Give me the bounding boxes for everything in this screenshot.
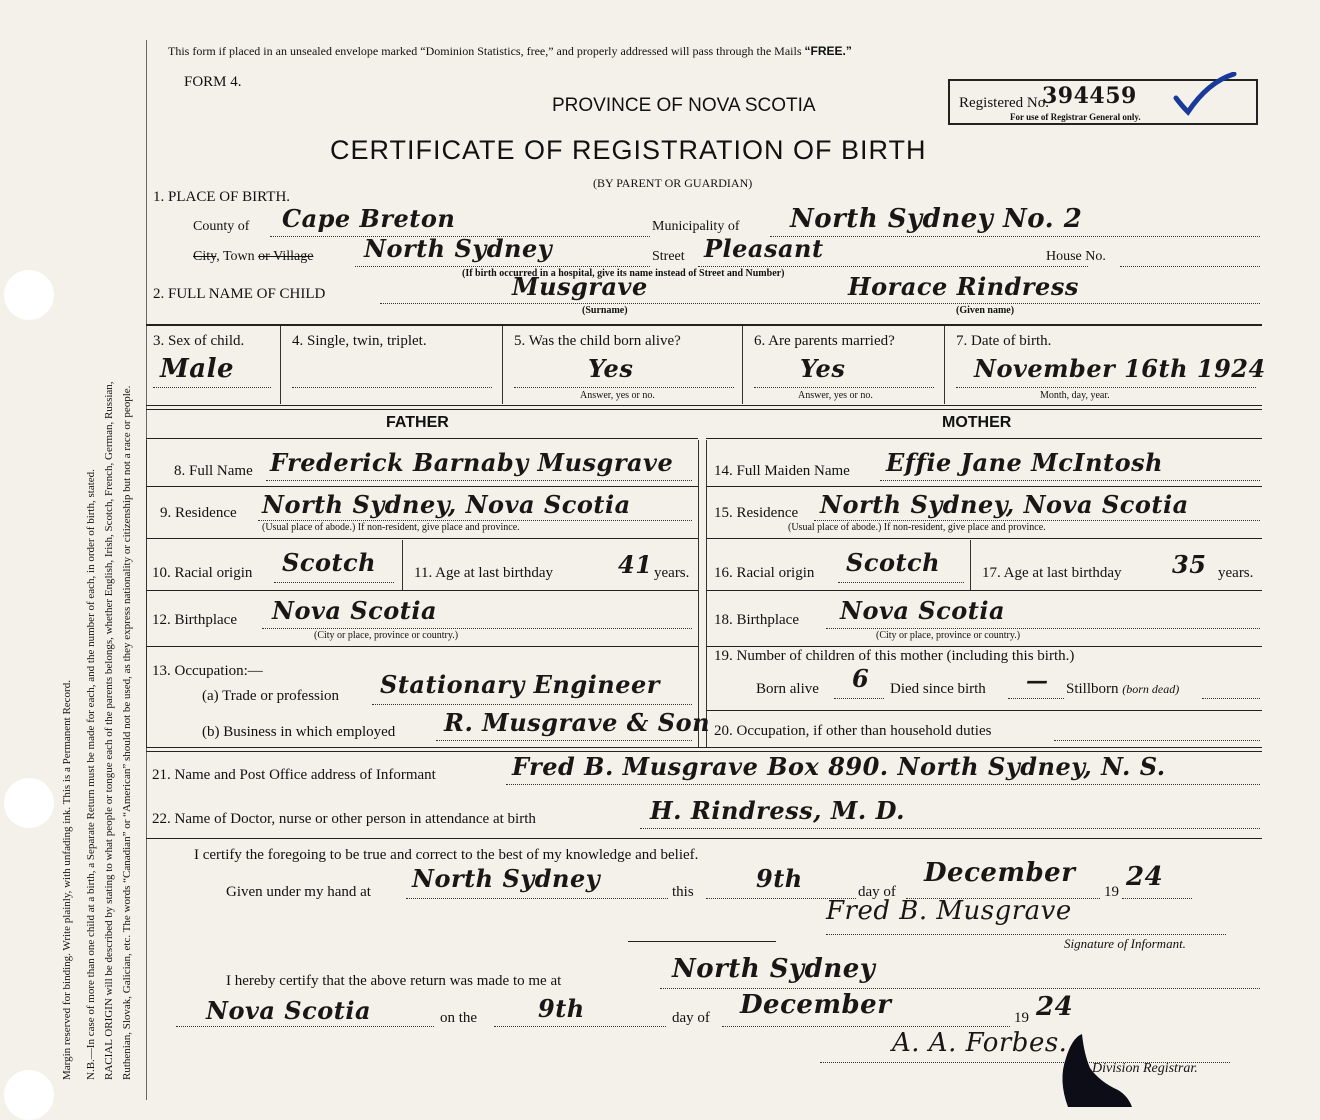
mother-heading: MOTHER <box>942 414 1012 431</box>
h-m-2 <box>706 538 1262 539</box>
child-given-name: Horace Rindress <box>848 272 1079 301</box>
street-value: Pleasant <box>704 234 824 263</box>
married-question: 6. Are parents married? <box>754 333 895 349</box>
street-line <box>698 266 1088 267</box>
informant-line <box>506 784 1260 785</box>
father-birthplace-caption: (City or place, province or country.) <box>314 630 459 641</box>
given-year-prefix: 19 <box>1104 884 1119 900</box>
certificate-title: CERTIFICATE OF REGISTRATION OF BIRTH <box>330 135 927 165</box>
place-of-birth-heading: 1. PLACE OF BIRTH. <box>153 189 291 205</box>
father-occupation-label: 13. Occupation:— <box>152 663 263 679</box>
ink-blot <box>1028 1030 1138 1107</box>
mother-age-label: 17. Age at last birthday <box>982 565 1122 581</box>
v-5-6 <box>742 326 743 404</box>
town-label: , Town <box>216 249 255 264</box>
h-m-5 <box>706 710 1262 711</box>
informant-signature: Fred B. Musgrave <box>826 896 1072 926</box>
married-caption: Answer, yes or no. <box>798 390 873 401</box>
punch-hole-middle <box>4 778 54 828</box>
mother-race: Scotch <box>846 548 941 577</box>
punch-hole-bottom <box>4 1070 54 1120</box>
registrar-caption: Division Registrar. <box>1092 1061 1198 1076</box>
married-line <box>754 387 934 388</box>
father-trade-label: (a) Trade or profession <box>202 688 340 704</box>
died-line <box>1008 698 1064 699</box>
father-race: Scotch <box>282 548 377 577</box>
mother-name-line <box>880 480 1260 481</box>
h-m-1 <box>706 486 1262 487</box>
mother-residence-label: 15. Residence <box>714 505 799 521</box>
mother-years: years. <box>1218 565 1254 581</box>
county-value: Cape Breton <box>282 204 456 233</box>
born-alive-count: 6 <box>852 664 870 693</box>
registrar-signature: A. A. Forbes. <box>892 1028 1068 1058</box>
father-residence-caption: (Usual place of abode.) If non-resident, give place and province. <box>262 522 520 533</box>
mother-race-label: 16. Racial origin <box>714 565 815 581</box>
h-f-2 <box>146 538 698 539</box>
margin-instruction-1: Margin reserved for binding. Write plainly, with unfading ink. This is a Permanent Record. <box>61 680 73 1080</box>
registrar-text: I hereby certify that the above return was made to me at <box>226 973 562 989</box>
father-residence: North Sydney, Nova Scotia <box>262 490 631 519</box>
died-count: — <box>1026 668 1049 694</box>
h-f-3 <box>146 590 698 591</box>
mother-birthplace-label: 18. Birthplace <box>714 612 799 628</box>
municipality-line <box>770 236 1260 237</box>
given-year: 24 <box>1126 862 1164 892</box>
died-label: Died since birth <box>890 681 986 697</box>
child-name-line <box>380 303 1260 304</box>
mother-children-label: 19. Number of children of this mother (including this birth.) <box>714 648 1075 664</box>
alive-caption: Answer, yes or no. <box>580 390 655 401</box>
registrar-on-the: on the <box>440 1010 478 1026</box>
city-town-label <box>193 249 313 265</box>
mail-notice <box>168 44 852 59</box>
mother-residence-line <box>814 520 1260 521</box>
h-m-3 <box>706 590 1262 591</box>
mother-birthplace-line <box>826 628 1260 629</box>
mother-residence: North Sydney, Nova Scotia <box>820 490 1189 519</box>
sex-value: Male <box>160 354 235 384</box>
registrar-place-2: Nova Scotia <box>206 996 372 1025</box>
doctor-label: 22. Name of Doctor, nurse or other person in attendance at birth <box>152 811 536 827</box>
certificate-subtitle: (BY PARENT OR GUARDIAN) <box>593 176 753 190</box>
mother-occupation-line <box>1054 740 1260 741</box>
given-place: North Sydney <box>412 864 601 893</box>
registrar-place-2-line <box>176 1026 434 1027</box>
mother-occupation-label: 20. Occupation, if other than household duties <box>714 723 992 739</box>
registered-number: 394459 <box>1042 83 1137 109</box>
registrar-place-1-line <box>660 988 1260 989</box>
municipality-label: Municipality of <box>652 219 740 234</box>
h-m-4 <box>706 646 1262 647</box>
father-years: years. <box>654 565 690 581</box>
checkmark-icon <box>1170 72 1240 122</box>
given-under-label: Given under my hand at <box>226 884 371 900</box>
born-alive-answer: Yes <box>588 354 634 383</box>
town-value: North Sydney <box>364 234 553 263</box>
father-birthplace-label: 12. Birthplace <box>152 612 237 628</box>
divider-certify <box>146 838 1262 839</box>
father-age-label: 11. Age at last birthday <box>414 565 553 581</box>
stillborn-line <box>1202 698 1260 699</box>
given-name-caption: (Given name) <box>956 305 1015 316</box>
house-no-label: House No. <box>1046 249 1106 264</box>
registrar-month: December <box>740 990 892 1020</box>
informant-signature-line <box>826 934 1226 935</box>
registrar-note: For use of Registrar General only. <box>1010 112 1141 122</box>
registrar-place-1: North Sydney <box>672 954 876 984</box>
mother-residence-caption: (Usual place of abode.) If non-resident, give place and province. <box>788 522 1046 533</box>
registrar-day-line <box>494 1026 666 1027</box>
registered-label: Registered No. <box>959 95 1049 111</box>
surname-caption: (Surname) <box>582 305 628 316</box>
v-m-race <box>970 540 971 590</box>
father-residence-label: 9. Residence <box>160 505 237 521</box>
municipality-value: North Sydney No. 2 <box>790 204 1083 234</box>
father-business-label: (b) Business in which employed <box>202 724 396 740</box>
village-label: or Village <box>258 249 314 264</box>
father-name-line <box>266 480 692 481</box>
born-alive-label: Born alive <box>756 681 819 697</box>
father-birthplace: Nova Scotia <box>272 596 438 625</box>
mail-notice-free: “FREE.” <box>804 44 852 58</box>
father-race-line <box>274 582 394 583</box>
divider-row3-top <box>146 324 1262 326</box>
stillborn-text: Stillborn <box>1066 681 1119 697</box>
sex-label: 3. Sex of child. <box>153 333 245 349</box>
given-day-of: day of <box>858 884 896 900</box>
county-label: County of <box>193 219 250 234</box>
h-f-4 <box>146 646 698 647</box>
multiple-birth-label: 4. Single, twin, triplet. <box>292 333 427 349</box>
dob-label: 7. Date of birth. <box>956 333 1052 349</box>
h-parents-head-left <box>146 438 698 439</box>
father-name: Frederick Barnaby Musgrave <box>270 448 674 477</box>
doctor-line <box>640 828 1260 829</box>
v-4-5 <box>502 326 503 404</box>
given-month: December <box>924 858 1076 888</box>
certify-text: I certify the foregoing to be true and correct to the best of my knowledge and belief. <box>194 847 699 863</box>
father-race-label: 10. Racial origin <box>152 565 253 581</box>
house-no-line <box>1120 266 1260 267</box>
given-place-line <box>406 898 668 899</box>
child-surname: Musgrave <box>512 272 648 301</box>
father-age: 41 <box>618 550 653 579</box>
dob-value: November 16th 1924 <box>974 354 1266 383</box>
given-day: 9th <box>756 864 803 893</box>
born-alive-line <box>834 698 884 699</box>
street-label: Street <box>652 249 685 264</box>
margin-instruction-3: RACIAL ORIGIN will be described by stating to what people or tongue each of the parents belongs, whether English, Irish, Scotch, French, German, Russian, <box>103 381 115 1080</box>
informant-value: Fred B. Musgrave Box 890. North Sydney, N. S. <box>512 752 1166 781</box>
registrar-year-prefix: 19 <box>1014 1010 1029 1026</box>
mother-birthplace-caption: (City or place, province or country.) <box>876 630 1021 641</box>
v-6-7 <box>944 326 945 404</box>
v-f-race <box>402 540 403 590</box>
registrar-year: 24 <box>1036 992 1074 1022</box>
form-number: FORM 4. <box>184 74 242 90</box>
mother-race-line <box>838 582 964 583</box>
sex-line <box>153 387 271 388</box>
v-3-4 <box>280 326 281 404</box>
father-residence-line <box>258 520 692 521</box>
father-trade: Stationary Engineer <box>380 670 660 699</box>
h-f-1 <box>146 486 698 487</box>
married-answer: Yes <box>800 354 846 383</box>
doctor-value: H. Rindress, M. D. <box>650 796 905 825</box>
father-heading: FATHER <box>386 414 449 431</box>
mother-name-label: 14. Full Maiden Name <box>714 463 850 479</box>
given-year-line <box>1122 898 1192 899</box>
father-birthplace-line <box>262 628 692 629</box>
dob-caption: Month, day, year. <box>1040 390 1110 401</box>
registrar-day: 9th <box>538 994 585 1023</box>
divider-parents-top <box>146 405 1262 410</box>
born-alive-question: 5. Was the child born alive? <box>514 333 681 349</box>
h-parents-head-right <box>706 438 1262 439</box>
registrar-month-line <box>722 1026 1010 1027</box>
hospital-note: (If birth occurred in a hospital, give its name instead of Street and Number) <box>462 268 785 279</box>
province-heading: PROVINCE OF NOVA SCOTIA <box>552 95 816 116</box>
mother-name: Effie Jane McIntosh <box>886 448 1164 477</box>
father-business-line <box>436 740 692 741</box>
given-this: this <box>672 884 694 900</box>
father-name-label: 8. Full Name <box>174 463 253 479</box>
mail-notice-text: This form if placed in an unsealed envelope marked “Dominion Statistics, free,” and properly addressed will pass through the Mails <box>168 44 802 58</box>
alive-line <box>514 387 734 388</box>
dob-line <box>956 387 1256 388</box>
city-label: City <box>193 249 217 264</box>
registrar-day-of: day of <box>672 1010 710 1026</box>
father-trade-line <box>372 704 692 705</box>
mother-birthplace: Nova Scotia <box>840 596 1006 625</box>
short-divider <box>628 941 776 942</box>
stillborn-caption: (born dead) <box>1122 682 1180 696</box>
town-line <box>355 266 650 267</box>
v-parents-mid-a <box>698 440 699 748</box>
informant-signature-caption: Signature of Informant. <box>1064 936 1186 951</box>
mother-age: 35 <box>1172 550 1207 579</box>
child-name-label: 2. FULL NAME OF CHILD <box>153 286 326 302</box>
stillborn-label <box>1066 681 1179 698</box>
margin-instruction-2: N.B.—In case of more than one child at a birth, a Separate Return must be made for each, and the number of each, in order of birth, stated. <box>85 469 97 1080</box>
multiple-line <box>292 387 492 388</box>
punch-hole-top <box>4 270 54 320</box>
margin-instruction-4: Ruthenian, Slovak, Galician, etc. The words “Canadian” or “American” should not be used, as they express nationality or citizenship but not a race or people. <box>121 385 133 1080</box>
father-business: R. Musgrave & Son <box>444 708 711 737</box>
informant-label: 21. Name and Post Office address of Informant <box>152 767 436 783</box>
